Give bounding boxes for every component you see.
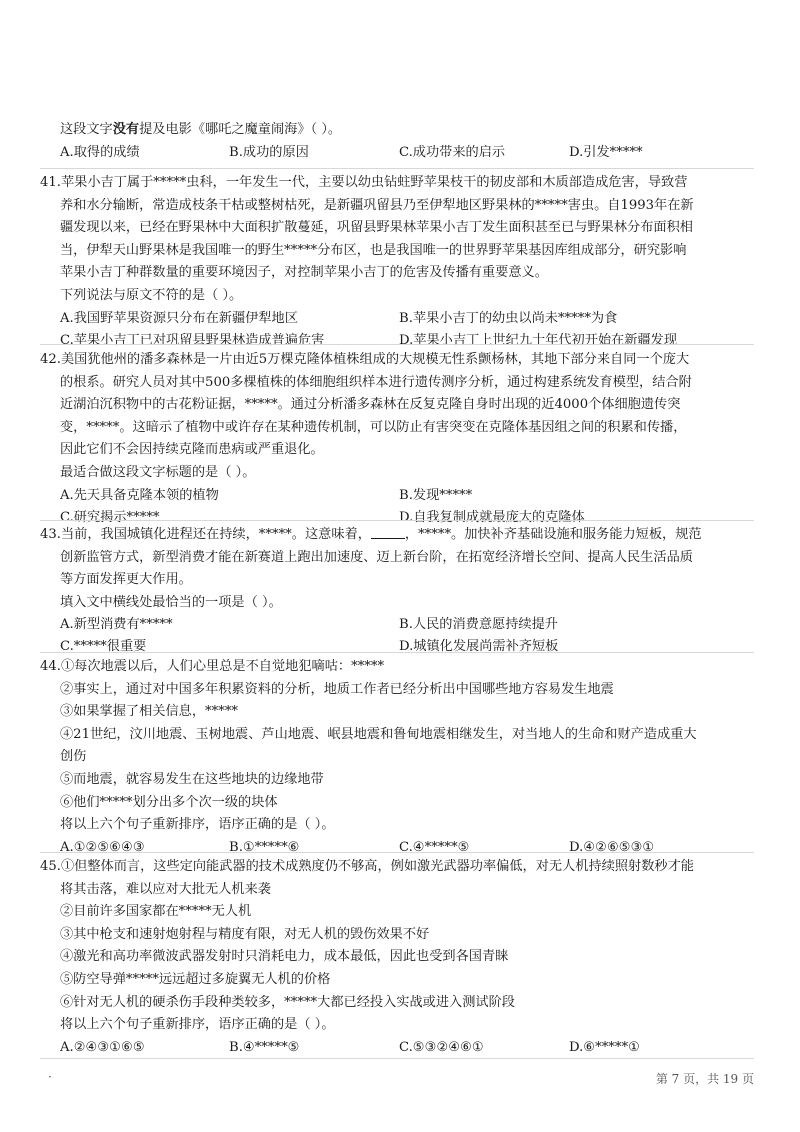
question-number: 44. bbox=[40, 659, 61, 674]
q40-stem-pre: 这段文字 bbox=[60, 122, 113, 137]
q43-option-c[interactable]: C.*****很重要 bbox=[60, 639, 147, 655]
q41-option-b[interactable]: B.苹果小吉丁的幼虫以尚未*****为食 bbox=[399, 310, 618, 326]
q41-prompt: 下列说法与原文不符的是（ ）。 bbox=[60, 287, 243, 303]
q42-option-a[interactable]: A.先天具备克隆本领的植物 bbox=[60, 487, 219, 503]
q40-option-d[interactable]: D.引发***** bbox=[569, 145, 643, 160]
question-43 bbox=[40, 524, 752, 658]
sentence-4: ④激光和高功率微波武器发射时只消耗电力，成本最低，因此也受到各国青睐 bbox=[60, 949, 509, 965]
sentence-4-cont: 创伤 bbox=[60, 749, 87, 765]
q42-option-b[interactable]: B.发现***** bbox=[399, 487, 473, 503]
q41-option-a[interactable]: A.我国野苹果资源只分布在新疆伊犁地区 bbox=[60, 310, 298, 326]
q42-line: 因此它们不会因持续克隆而患病或严重退化。 bbox=[60, 442, 324, 458]
q40-option-a[interactable]: A.取得的成绩 bbox=[60, 145, 140, 160]
sentence-3: ③如果掌握了相关信息，***** bbox=[60, 704, 239, 720]
q40-option-b[interactable]: B.成功的原因 bbox=[229, 145, 309, 160]
q40-stem-bold: 没有 bbox=[112, 122, 140, 137]
page-number: 第 7 页，共 19 页 bbox=[655, 1072, 754, 1086]
question-45 bbox=[40, 856, 752, 1059]
q43-line: 当前，我国城镇化进程还在持续，*****。这意味着， bbox=[60, 527, 371, 542]
sentence-6: ⑥针对无人机的硬杀伤手段种类较多，*****大都已经投入实战或进入测试阶段 bbox=[60, 994, 515, 1010]
q44-option-d[interactable]: D.④②⑥⑤③① bbox=[569, 839, 655, 855]
q42-option-c[interactable]: C.研究揭示***** bbox=[60, 509, 160, 525]
q41-option-d[interactable]: D.苹果小吉丁上世纪九十年代初开始在新疆发现 bbox=[399, 332, 678, 348]
q41-option-c[interactable]: C.苹果小吉丁已对巩留县野果林造成普遍危害 bbox=[60, 332, 325, 348]
q43-line: 创新监管方式，新型消费才能在新赛道上跑出加速度、迈上新台阶，在拓宽经济增长空间、提高人民生活品质 bbox=[60, 549, 693, 565]
sentence-5: ⑤而地震，就容易发生在这些地块的边缘地带 bbox=[60, 771, 324, 787]
divider bbox=[40, 520, 754, 521]
question-number: 45. bbox=[40, 859, 61, 874]
q45-prompt: 将以上六个句子重新排序，语序正确的是（ ）。 bbox=[60, 1017, 335, 1033]
q42-prompt: 最适合做这段文字标题的是（ ）。 bbox=[60, 464, 256, 480]
q45-option-a[interactable]: A.②④③①⑥⑤ bbox=[60, 1039, 145, 1055]
divider bbox=[40, 852, 754, 853]
q43-option-d[interactable]: D.城镇化发展尚需补齐短板 bbox=[399, 639, 559, 655]
question-number: 42. bbox=[40, 352, 61, 367]
q40-stem bbox=[60, 121, 341, 139]
q41-line: 养和水分输断，常造成枝条干枯或整树枯死，是新疆巩留县乃至伊犁地区野果林的*****害虫。自1993年在新 bbox=[60, 197, 694, 213]
q45-option-b[interactable]: B.④*****⑤ bbox=[229, 1039, 300, 1055]
q45-option-c[interactable]: C.⑤③②④⑥① bbox=[399, 1039, 484, 1055]
q44-prompt: 将以上六个句子重新排序，语序正确的是（ ）。 bbox=[60, 817, 335, 833]
sentence-1: ①每次地震以后，人们心里总是不自觉地犯嘀咕：***** bbox=[60, 659, 385, 674]
sentence-1-cont: 将其击落，难以应对大批无人机来袭 bbox=[60, 881, 271, 897]
q42-line: 的根系。研究人员对其中500多棵植株的体细胞组织样本进行遗传测序分析，通过构建系统发育模型，结合附 bbox=[60, 374, 692, 390]
footer-dot: · bbox=[48, 1070, 52, 1084]
divider bbox=[40, 652, 754, 653]
q43-option-a[interactable]: A.新型消费有***** bbox=[60, 617, 173, 633]
question-number: 41. bbox=[40, 175, 61, 190]
divider bbox=[40, 168, 754, 169]
q41-line: 当，伊犁天山野果林是我国唯一的野生*****分布区，也是我国唯一的世界野苹果基因库组成部分，研究影响 bbox=[60, 242, 687, 258]
q41-line: 苹果小吉丁属于*****虫科，一年发生一代，主要以幼虫钻蛀野苹果枝干的韧皮部和木质部造成危害，导致营 bbox=[60, 175, 688, 190]
q43-line: 等方面发挥更大作用。 bbox=[60, 572, 192, 588]
question-41 bbox=[40, 172, 752, 352]
sentence-2: ②目前许多国家都在*****无人机 bbox=[60, 904, 252, 920]
sentence-3: ③其中枪支和速射炮射程与精度有限，对无人机的毁伤效果不好 bbox=[60, 926, 430, 942]
sentence-4: ④21世纪，汶川地震、玉树地震、芦山地震、岷县地震和鲁甸地震相继发生，对当地人的生命和财产造成重大 bbox=[60, 726, 697, 742]
sentence-6: ⑥他们*****划分出多个次一级的块体 bbox=[60, 794, 278, 810]
question-number: 43. bbox=[40, 527, 61, 542]
q43-option-b[interactable]: B.人民的消费意愿持续提升 bbox=[399, 617, 558, 633]
sentence-2: ②事实上，通过对中国多年积累资料的分析，地质工作者已经分析出中国哪些地方容易发生地震 bbox=[60, 681, 614, 697]
q42-line: 近湖泊沉积物中的古花粉证据，*****。通过分析潘多森林在反复克隆自身时出现的近4000个体细胞遗传突 bbox=[60, 397, 681, 413]
question-44 bbox=[40, 656, 752, 859]
q42-line: 美国犹他州的潘多森林是一片由近5万棵克隆体植株组成的大规模无性系颤杨林，其地下部分来自同一个庞大 bbox=[60, 352, 690, 367]
q44-option-b[interactable]: B.①*****⑥ bbox=[229, 839, 300, 855]
q40-option-c[interactable]: C.成功带来的启示 bbox=[399, 145, 506, 160]
q43-prompt: 填入文中横线处最恰当的一项是（ ）。 bbox=[60, 594, 282, 610]
q44-option-a[interactable]: A.①②⑤⑥④③ bbox=[60, 839, 145, 855]
q42-line: 变，*****。这暗示了植物中或许存在某种遗传机制，可以防止有害突变在克隆体基因组之间的积累和传播， bbox=[60, 419, 687, 435]
q44-option-c[interactable]: C.④*****⑤ bbox=[399, 839, 470, 855]
question-42 bbox=[40, 349, 752, 529]
sentence-1: ①但整体而言，这些定向能武器的技术成熟度仍不够高，例如激光武器功率偏低，对无人机持续照射数秒才能 bbox=[60, 859, 694, 874]
q42-option-d[interactable]: D.自我复制成就最庞大的克隆体 bbox=[399, 509, 585, 525]
q43-line: ，*****。加快补齐基础设施和服务能力短板，规范 bbox=[404, 527, 702, 542]
q41-line: 苹果小吉丁种群数量的重要环境因子，对控制苹果小吉丁的危害及传播有重要意义。 bbox=[60, 265, 548, 281]
answer-blank bbox=[371, 526, 405, 539]
q45-option-d[interactable]: D.⑥*****① bbox=[569, 1039, 640, 1055]
sentence-5: ⑤防空导弹*****远远超过多旋翼无人机的价格 bbox=[60, 971, 331, 987]
q40-stem-post: 提及电影《哪吒之魔童闹海》（ ）。 bbox=[139, 122, 342, 137]
footer-divider bbox=[40, 1058, 754, 1059]
q41-line: 疆发现以来，已经在野果林中大面积扩散蔓延，巩留县野果林苹果小吉丁发生面积甚至已与野果林分布面积相 bbox=[60, 220, 693, 236]
divider bbox=[40, 344, 754, 345]
